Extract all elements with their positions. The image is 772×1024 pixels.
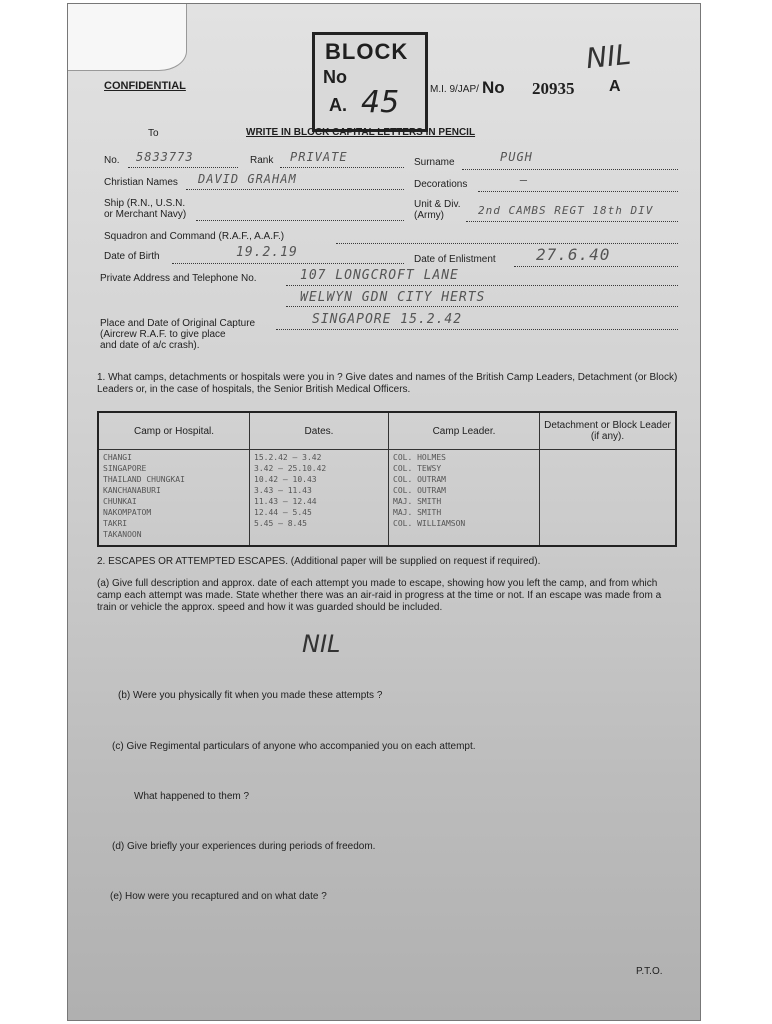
capture-label-1: Place and Date of Original Capture (100, 318, 256, 329)
camp-entry: CHANGI (103, 453, 132, 462)
col-camp-header: Camp or Hospital. (98, 412, 250, 450)
unit-label-2: (Army) (414, 210, 444, 221)
confidential-label: CONFIDENTIAL (104, 80, 186, 92)
leader-entry: COL. TEWSY (393, 464, 442, 473)
date-entry: 15.2.42 — 3.42 (254, 453, 322, 462)
no-label: No (482, 78, 505, 97)
stamp-block: BLOCK (325, 39, 409, 64)
decorations-value: — (520, 173, 529, 187)
camp-entry: TAKRI (103, 519, 128, 528)
camp-column (98, 450, 250, 547)
rank-value: PRIVATE (290, 150, 348, 164)
enlistment-value: 27.6.40 (536, 245, 611, 264)
date-entry: 10.42 — 10.43 (254, 475, 317, 484)
dob-value: 19.2.19 (236, 245, 298, 260)
christian-names-label: Christian Names (104, 177, 178, 188)
date-entry: 12.44 — 5.45 (254, 508, 312, 517)
stamp-a: A. (329, 95, 347, 115)
col-dates-header: Dates. (250, 412, 389, 450)
dob-label: Date of Birth (104, 251, 160, 262)
dates-column (250, 450, 389, 547)
question-2c-followup: What happened to them ? (134, 791, 250, 802)
enlistment-label: Date of Enlistment (414, 254, 496, 265)
camp-entry: SINGAPORE (103, 464, 147, 473)
ship-label-2: or Merchant Navy) (104, 209, 187, 220)
camp-entry: THAILAND CHUNGKAI (103, 475, 185, 484)
no-field-label: No. (104, 155, 120, 166)
camp-entry: NAKOMPATOM (103, 508, 152, 517)
camp-entry: TAKANOON (103, 530, 142, 539)
instruction-heading: WRITE IN BLOCK CAPITAL LETTERS IN PENCIL (246, 127, 476, 138)
stamp-no: No (323, 67, 347, 87)
col-leader-header: Camp Leader. (389, 412, 540, 450)
question-2a-text: (a) Give full description and approx. date of each attempt you made to escape, showing how you left the camp, and from which camp each attempt was made. State whether there was an air-raid in progress at the time or not. If an escape was made from a train or vehicle the approx. speed and how it was guarded should be included. (97, 578, 662, 613)
leader-entry: COL. HOLMES (393, 453, 446, 462)
pto-label: P.T.O. (636, 966, 663, 977)
squadron-label: Squadron and Command (R.A.F., A.A.F.) (104, 231, 285, 242)
capture-label-2: (Aircrew R.A.F. to give place (100, 329, 226, 340)
question-2e-text: (e) How were you recaptured and on what date ? (110, 891, 327, 902)
question-1-text: 1. What camps, detachments or hospitals were you in ? Give dates and names of the British Camp Leaders, Detachment (or Block) Leaders or, in the case of hospitals, the Senior British Medical Officers. (97, 372, 678, 395)
date-entry: 5.45 — 8.45 (254, 519, 307, 528)
col-detachment-header: Detachment or Block Leader (if any). (540, 412, 677, 450)
serial-suffix: A (609, 78, 621, 95)
leader-entry: MAJ. SMITH (393, 497, 442, 506)
camps-table (97, 411, 677, 547)
capture-value: SINGAPORE 15.2.42 (312, 312, 463, 327)
camp-entry: CHUNKAI (103, 497, 137, 506)
camp-entry: KANCHANABURI (103, 486, 161, 495)
date-entry: 11.43 — 12.44 (254, 497, 317, 506)
decorations-label: Decorations (414, 179, 468, 190)
handwritten-nil-top: NIL (584, 37, 633, 76)
serial-number: 20935 (532, 79, 575, 98)
capture-label-3: and date of a/c crash). (100, 340, 200, 351)
address-label: Private Address and Telephone No. (100, 273, 257, 284)
date-entry: 3.43 — 11.43 (254, 486, 312, 495)
mi9-ref: M.I. 9/JAP/ (430, 84, 479, 95)
leader-entry: COL. OUTRAM (393, 475, 446, 484)
detachment-column (540, 450, 677, 547)
date-entry: 3.42 — 25.10.42 (254, 464, 327, 473)
christian-names-value: DAVID GRAHAM (198, 172, 297, 186)
handwritten-nil-answer: NIL (302, 630, 341, 658)
stamp-handwritten-number: 45 (361, 85, 400, 120)
leader-entry: COL. OUTRAM (393, 486, 446, 495)
address-value-2: WELWYN GDN CITY HERTS (300, 290, 486, 305)
rank-label: Rank (250, 155, 274, 166)
surname-value: PUGH (500, 150, 533, 164)
leader-column (389, 450, 540, 547)
to-label: To (148, 128, 159, 139)
ship-label-1: Ship (R.N., U.S.N. (104, 198, 186, 209)
address-value-1: 107 LONGCROFT LANE (300, 268, 459, 283)
question-2d-text: (d) Give briefly your experiences during periods of freedom. (112, 841, 376, 852)
torn-corner (68, 4, 187, 71)
leader-entry: COL. WILLIAMSON (393, 519, 466, 528)
block-stamp (312, 32, 428, 132)
unit-value: 2nd CAMBS REGT 18th DIV (478, 204, 654, 217)
question-2-title: 2. ESCAPES OR ATTEMPTED ESCAPES. (Additional paper will be supplied on request if required). (97, 556, 541, 567)
leader-entry: MAJ. SMITH (393, 508, 442, 517)
no-field-value: 5833773 (136, 150, 194, 164)
question-2b-text: (b) Were you physically fit when you made these attempts ? (118, 690, 383, 701)
surname-label: Surname (414, 157, 455, 168)
unit-label-1: Unit & Div. (414, 199, 461, 210)
question-2c-text: (c) Give Regimental particulars of anyone who accompanied you on each attempt. (112, 741, 476, 752)
